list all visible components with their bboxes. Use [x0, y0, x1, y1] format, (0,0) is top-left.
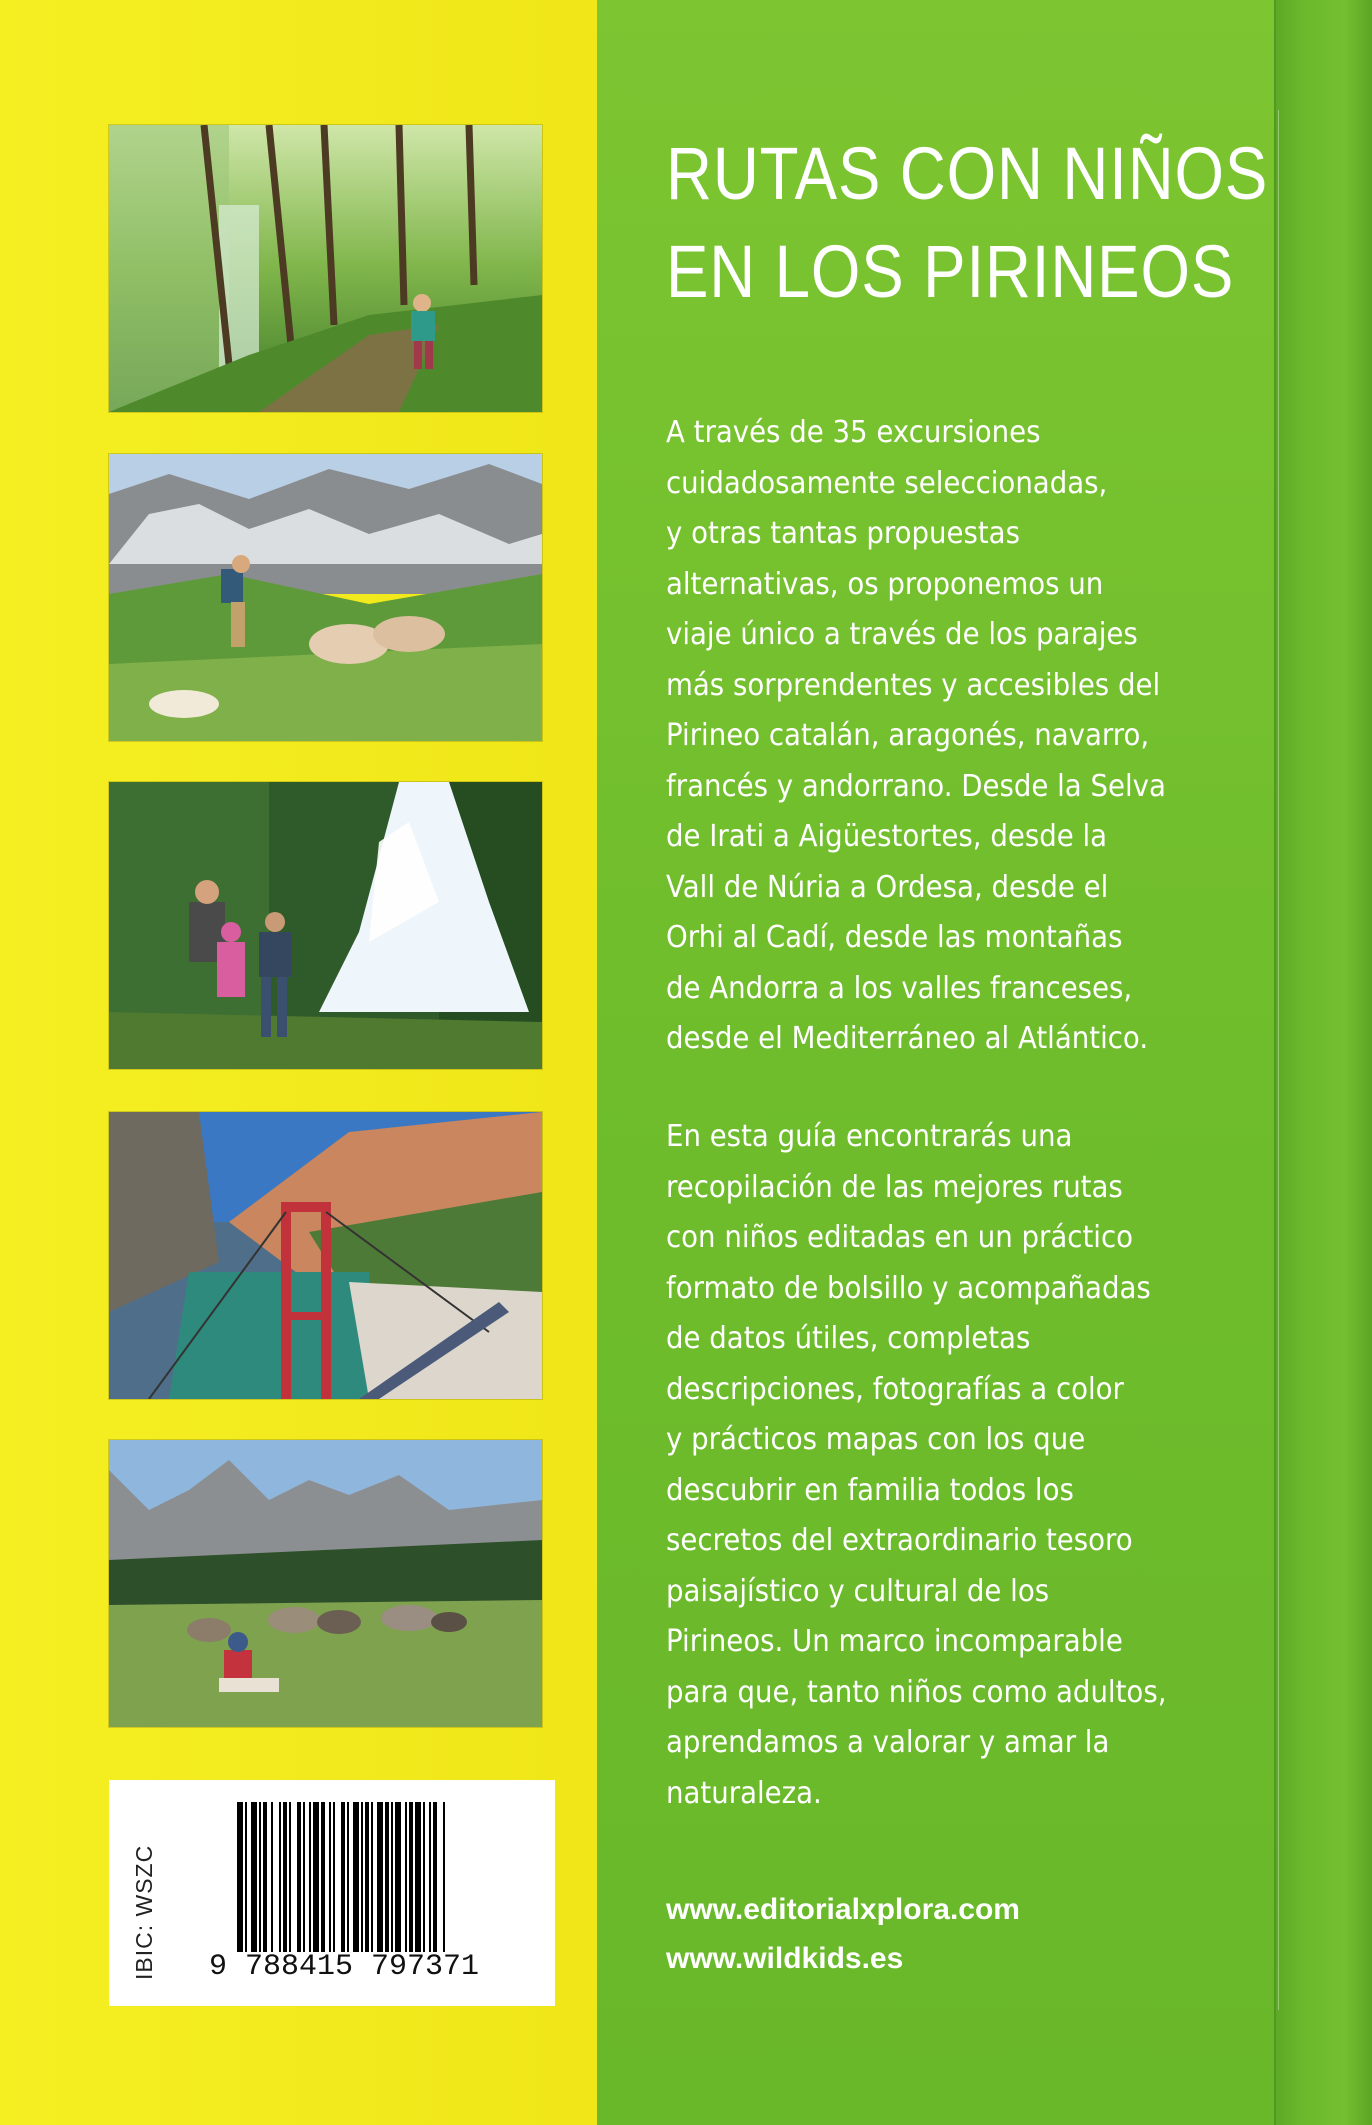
url-wildkids[interactable]: www.wildkids.es	[666, 1942, 904, 1975]
barcode-bar	[279, 1802, 281, 1952]
barcode-bar	[353, 1802, 359, 1952]
text-line: descripciones, fotografías a color	[666, 1371, 1124, 1407]
barcode-bar	[361, 1802, 363, 1952]
barcode-bar	[433, 1802, 437, 1952]
url-editorialxplora[interactable]: www.editorialxplora.com	[666, 1893, 1020, 1926]
text-line: francés y andorrano. Desde la Selva	[666, 768, 1166, 804]
text-line: aprendamos a valorar y amar la	[666, 1725, 1110, 1760]
text-line: Pirineos. Un marco incomparable	[666, 1624, 1123, 1659]
barcode-bar	[303, 1802, 305, 1952]
text-line: descubrir en familia todos los	[666, 1472, 1074, 1508]
text-line: recopilación de las mejores rutas	[666, 1169, 1123, 1205]
barcode-bar	[423, 1802, 425, 1952]
barcode-bar	[263, 1802, 267, 1952]
barcode-bar	[283, 1802, 287, 1952]
photo-meadow-cattle	[109, 1440, 542, 1727]
publisher-urls	[666, 1885, 1166, 1983]
barcode-bar	[409, 1802, 413, 1952]
text-line: cuidadosamente seleccionadas,	[666, 465, 1108, 501]
barcode-bar	[329, 1802, 331, 1952]
isbn-barcode	[237, 1802, 529, 1952]
barcode-bar	[405, 1802, 407, 1952]
barcode-bar	[237, 1802, 243, 1952]
text-line: y otras tantas propuestas	[666, 516, 1020, 551]
text-line: Pirineo catalán, aragonés, navarro,	[666, 718, 1150, 753]
text-line: alternativas, os proponemos un	[666, 566, 1104, 602]
barcode-bar	[313, 1802, 319, 1952]
barcode-bar	[309, 1802, 311, 1952]
text-line: con niños editadas en un práctico	[666, 1220, 1134, 1255]
spine-crease	[1278, 110, 1279, 2010]
text-line: A través de 35 excursiones	[666, 415, 1041, 450]
barcode-bar	[289, 1802, 291, 1952]
description-paragraph-1	[666, 408, 1246, 1065]
barcode-bar	[341, 1802, 345, 1952]
book-title	[666, 125, 1269, 321]
description-paragraph-2	[666, 1112, 1246, 1819]
text-line: de Andorra a los valles franceses,	[666, 970, 1133, 1006]
barcode-bar	[391, 1802, 393, 1952]
barcode-bar	[245, 1802, 247, 1952]
barcode-bar	[259, 1802, 261, 1952]
photo-waterfall-family	[109, 782, 542, 1069]
barcode-bar	[377, 1802, 383, 1952]
title-line: EN LOS PIRINEOS	[666, 230, 1235, 313]
text-line: y prácticos mapas con los que	[666, 1422, 1086, 1457]
barcode-bar	[333, 1802, 335, 1952]
barcode-bar	[271, 1802, 273, 1952]
text-line: paisajístico y cultural de los	[666, 1573, 1050, 1609]
barcode-bar	[415, 1802, 421, 1952]
text-line: desde el Mediterráneo al Atlántico.	[666, 1021, 1149, 1056]
photo-mountain-meadow	[109, 454, 542, 741]
ibic-code: IBIC: WSZC	[131, 1844, 157, 1980]
text-line: En esta guía encontrarás una	[666, 1119, 1073, 1154]
barcode-bar	[347, 1802, 349, 1952]
text-line: Vall de Núria a Ordesa, desde el	[666, 869, 1109, 905]
barcode-panel	[109, 1780, 555, 2006]
barcode-bar	[365, 1802, 369, 1952]
isbn-number: 9 788415 797371	[209, 1950, 480, 1984]
barcode-bar	[251, 1802, 257, 1952]
barcode-bar	[321, 1802, 325, 1952]
title-line: RUTAS CON NIÑOS	[666, 132, 1269, 215]
text-line: secretos del extraordinario tesoro	[666, 1523, 1133, 1558]
text-line: para que, tanto niños como adultos,	[666, 1674, 1167, 1710]
text-line: de datos útiles, completas	[666, 1321, 1031, 1356]
photo-forest-trail	[109, 125, 542, 412]
text-line: naturaleza.	[666, 1775, 822, 1811]
text-line: formato de bolsillo y acompañadas	[666, 1270, 1151, 1306]
spine-edge	[1274, 0, 1372, 2125]
barcode-bar	[395, 1802, 401, 1952]
barcode-bar	[443, 1802, 445, 1952]
text-line: viaje único a través de los parajes	[666, 617, 1138, 652]
barcode-bar	[371, 1802, 373, 1952]
text-line: de Irati a Aigüestortes, desde la	[666, 819, 1108, 854]
text-line: más sorprendentes y accesibles del	[666, 667, 1161, 703]
barcode-bar	[297, 1802, 301, 1952]
barcode-bar	[385, 1802, 389, 1952]
barcode-bar	[429, 1802, 431, 1952]
photo-suspension-bridge	[109, 1112, 542, 1399]
text-line: Orhi al Cadí, desde las montañas	[666, 920, 1123, 955]
